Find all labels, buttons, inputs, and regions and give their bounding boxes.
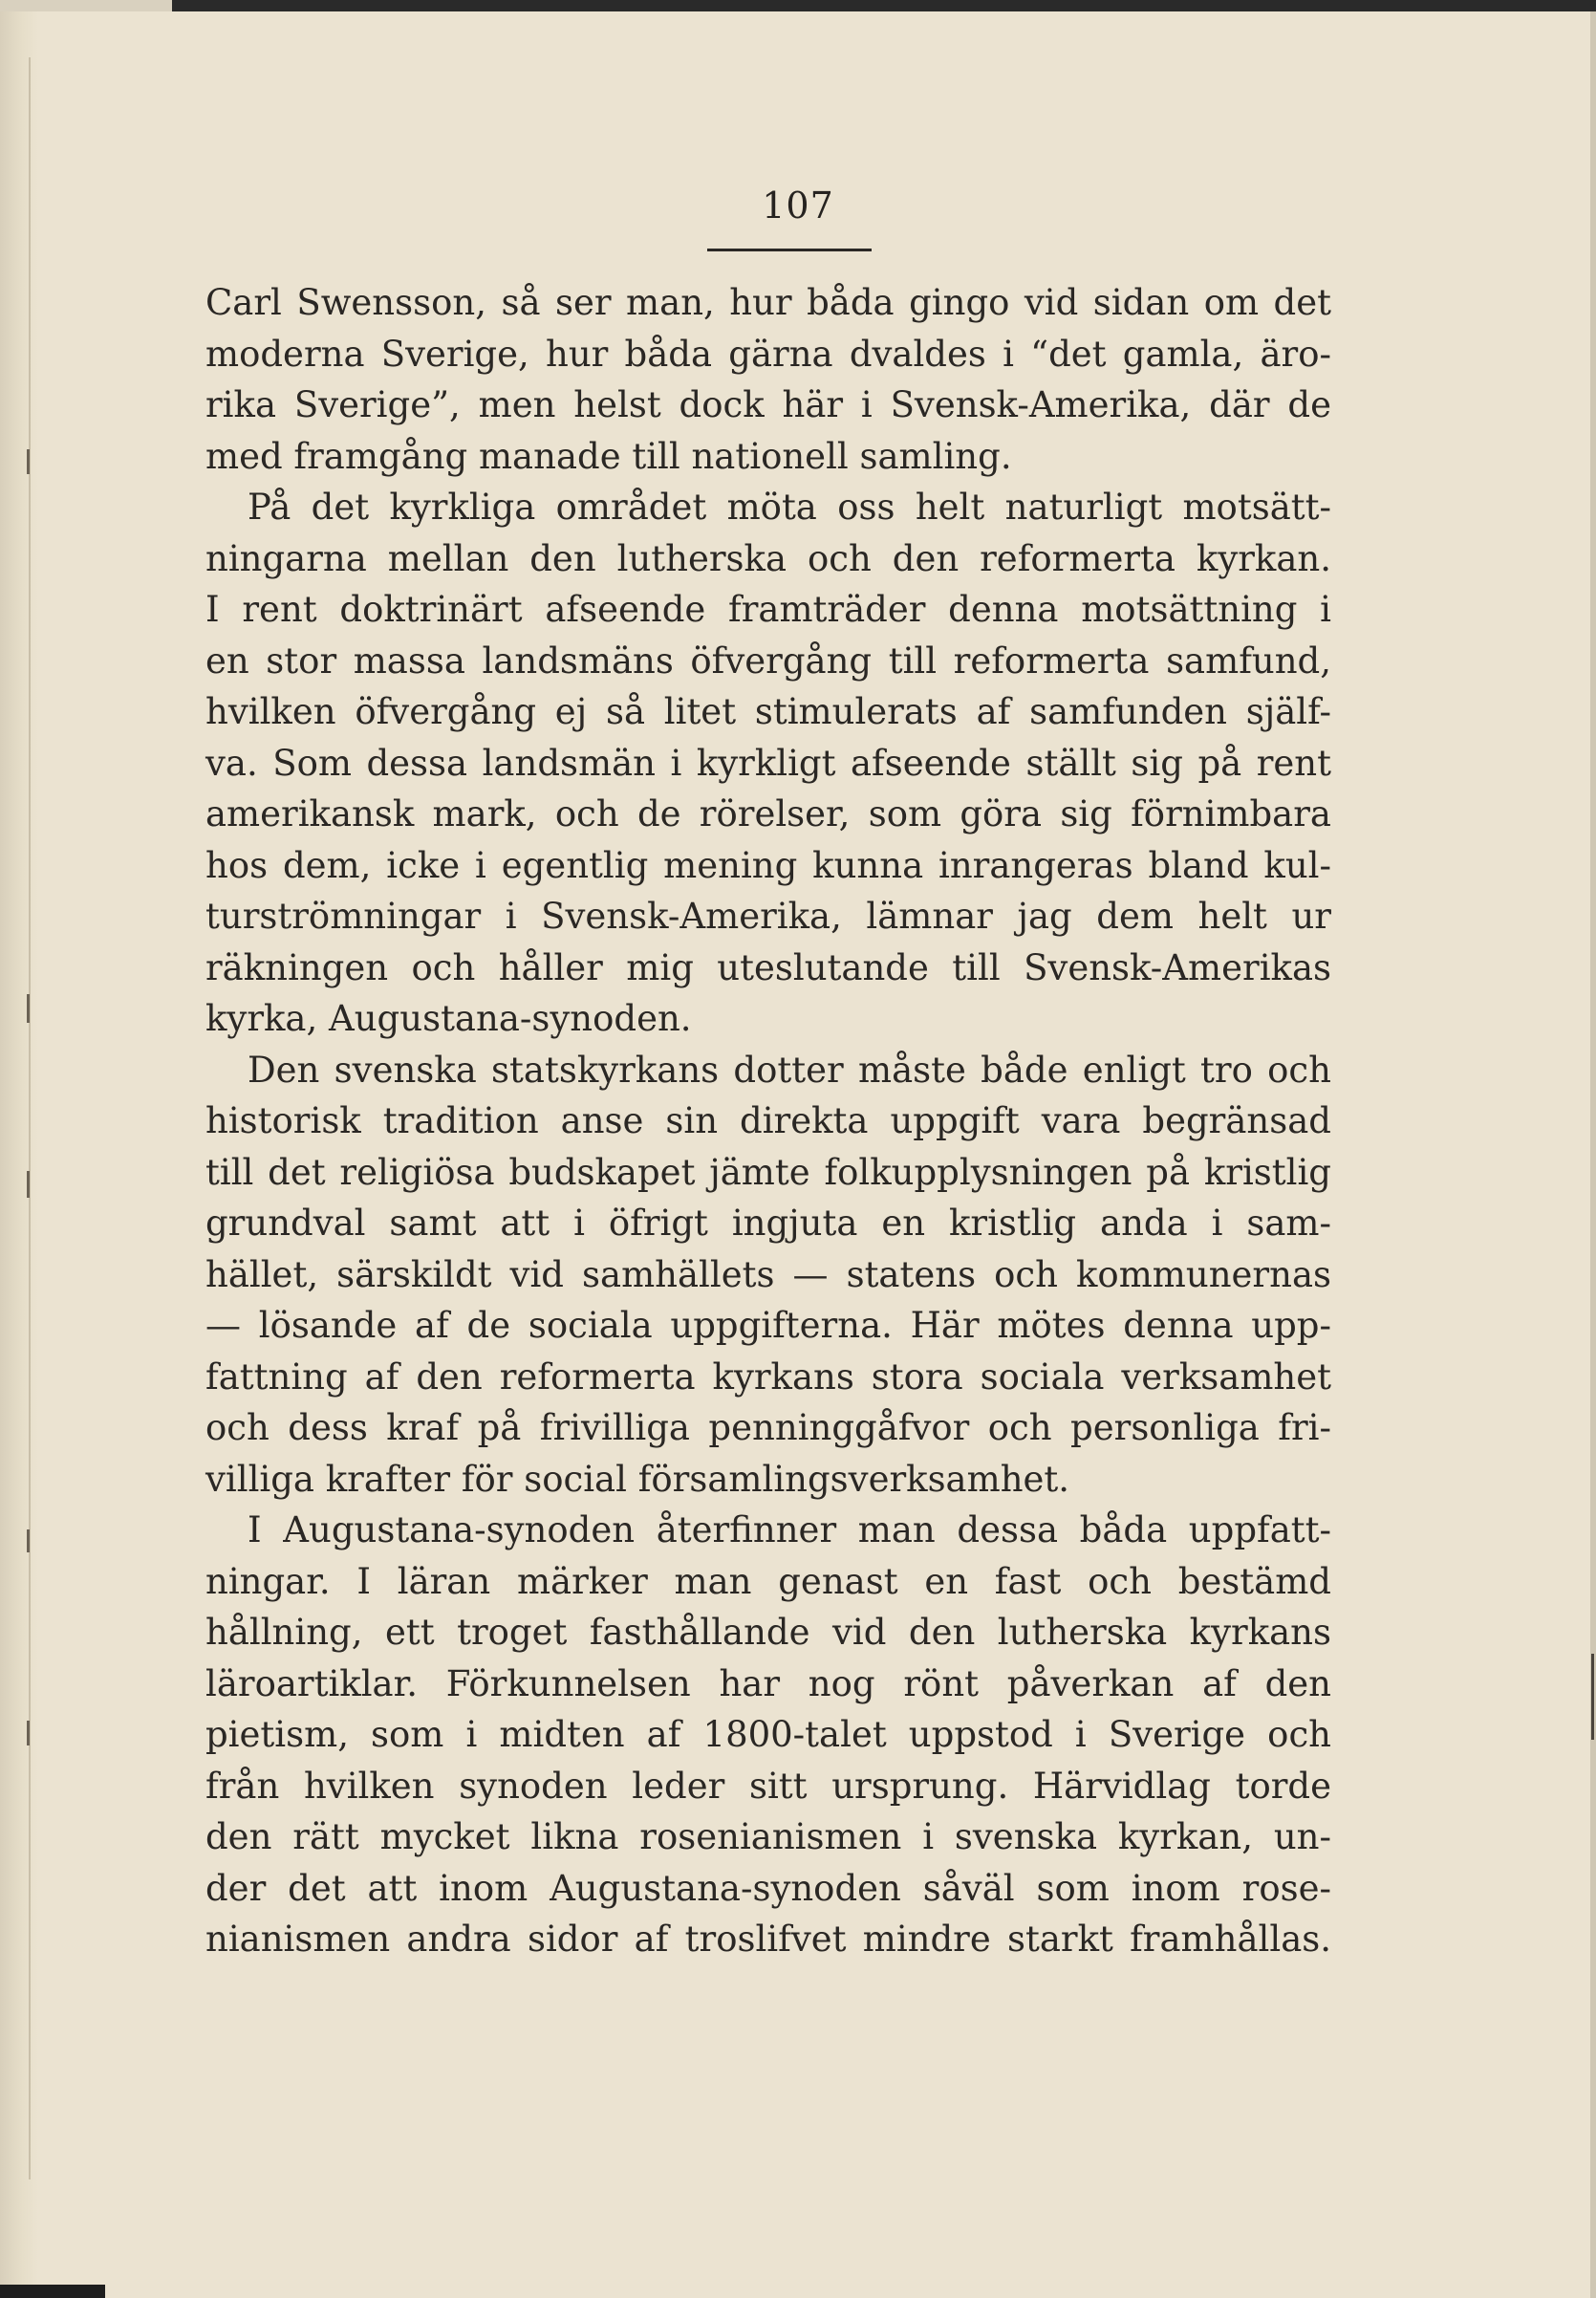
text-line: moderna Sverige, hur båda gärna dvaldes i “det gamla, äro- (205, 333, 1331, 375)
text-line: va. Som dessa landsmän i kyrkligt afseende ställt sig på rent (205, 742, 1331, 784)
top-scan-border-highlight (0, 0, 172, 11)
gutter-mark (27, 449, 30, 474)
text-line: hället, särskildt vid samhällets — statens och kommunernas (205, 1253, 1331, 1295)
text-line: kyrka, Augustana-synoden. (205, 998, 692, 1039)
text-line: På det kyrkliga området möta oss helt naturligt motsätt- (248, 487, 1331, 528)
text-line: I rent doktrinärt afseende framträder denna motsättning i (205, 589, 1331, 630)
right-scan-edge (1590, 11, 1596, 2298)
text-line: och dess kraf på frivilliga penninggåfvor och personliga fri- (205, 1407, 1331, 1448)
text-line: hållning, ett troget fasthållande vid den lutherska kyrkans (205, 1612, 1331, 1653)
text-line: nianismen andra sidor af troslifvet mindre starkt framhållas. (205, 1919, 1331, 1960)
gutter-mark (27, 1529, 30, 1552)
text-line: I Augustana-synoden återfinner man dessa båda uppfatt- (248, 1509, 1331, 1550)
text-line: der det att inom Augustana-synoden såväl som inom rose- (205, 1867, 1331, 1909)
top-scan-border (0, 0, 1596, 11)
gutter-mark (27, 1171, 30, 1198)
gutter-mark (27, 1721, 30, 1745)
text-line: Carl Swensson, så ser man, hur båda gingo vid sidan om det (205, 282, 1331, 323)
text-line: läroartiklar. Förkunnelsen har nog rönt påverkan af den (205, 1662, 1331, 1704)
text-line: från hvilken synoden leder sitt ursprung. Härvidlag torde (205, 1765, 1331, 1807)
text-line: hvilken öfvergång ej så litet stimulerats af samfunden själf- (205, 691, 1331, 732)
gutter-fold-line (29, 57, 31, 2179)
body-text (205, 277, 1331, 1965)
text-line: rika Sverige”, men helst dock här i Svensk-Amerika, där de (205, 384, 1331, 425)
text-line: villiga krafter för social församlingsverksamhet. (205, 1458, 1070, 1500)
text-line: en stor massa landsmäns öfvergång till reformerta samfund, (205, 640, 1331, 682)
gutter-mark (27, 994, 30, 1023)
text-line: pietism, som i midten af 1800-talet uppstod i Sverige och (205, 1714, 1331, 1755)
page-number-rule (707, 249, 872, 251)
text-line: historisk tradition anse sin direkta uppgift vara begränsad (205, 1100, 1331, 1141)
book-gutter (0, 11, 38, 2298)
text-line: räkningen och håller mig uteslutande till Svensk-Amerikas (205, 946, 1331, 988)
text-line: — lösande af de sociala uppgifterna. Här mötes denna upp- (205, 1305, 1331, 1346)
text-line: Den svenska statskyrkans dotter måste både enligt tro och (248, 1049, 1331, 1091)
right-edge-mark (1591, 1654, 1594, 1740)
text-line: grundval samt att i öfrigt ingjuta en kristlig anda i sam- (205, 1203, 1331, 1244)
page-number: 107 (762, 184, 834, 227)
text-line: med framgång manade till nationell samling. (205, 435, 1012, 477)
text-line: turströmningar i Svensk-Amerika, lämnar jag dem helt ur (205, 896, 1331, 937)
text-line: ningar. I läran märker man genast en fast och bestämd (205, 1560, 1331, 1602)
text-line: hos dem, icke i egentlig mening kunna inrangeras bland kul- (205, 844, 1331, 886)
text-line: till det religiösa budskapet jämte folkupplysningen på kristlig (205, 1151, 1331, 1193)
text-line: amerikansk mark, och de rörelser, som göra sig förnimbara (205, 793, 1331, 835)
text-line: ningarna mellan den lutherska och den reformerta kyrkan. (205, 537, 1331, 579)
bottom-scan-corner (0, 2285, 105, 2298)
text-line: fattning af den reformerta kyrkans stora sociala verksamhet (205, 1355, 1331, 1398)
text-line: den rätt mycket likna rosenianismen i svenska kyrkan, un- (205, 1816, 1331, 1857)
